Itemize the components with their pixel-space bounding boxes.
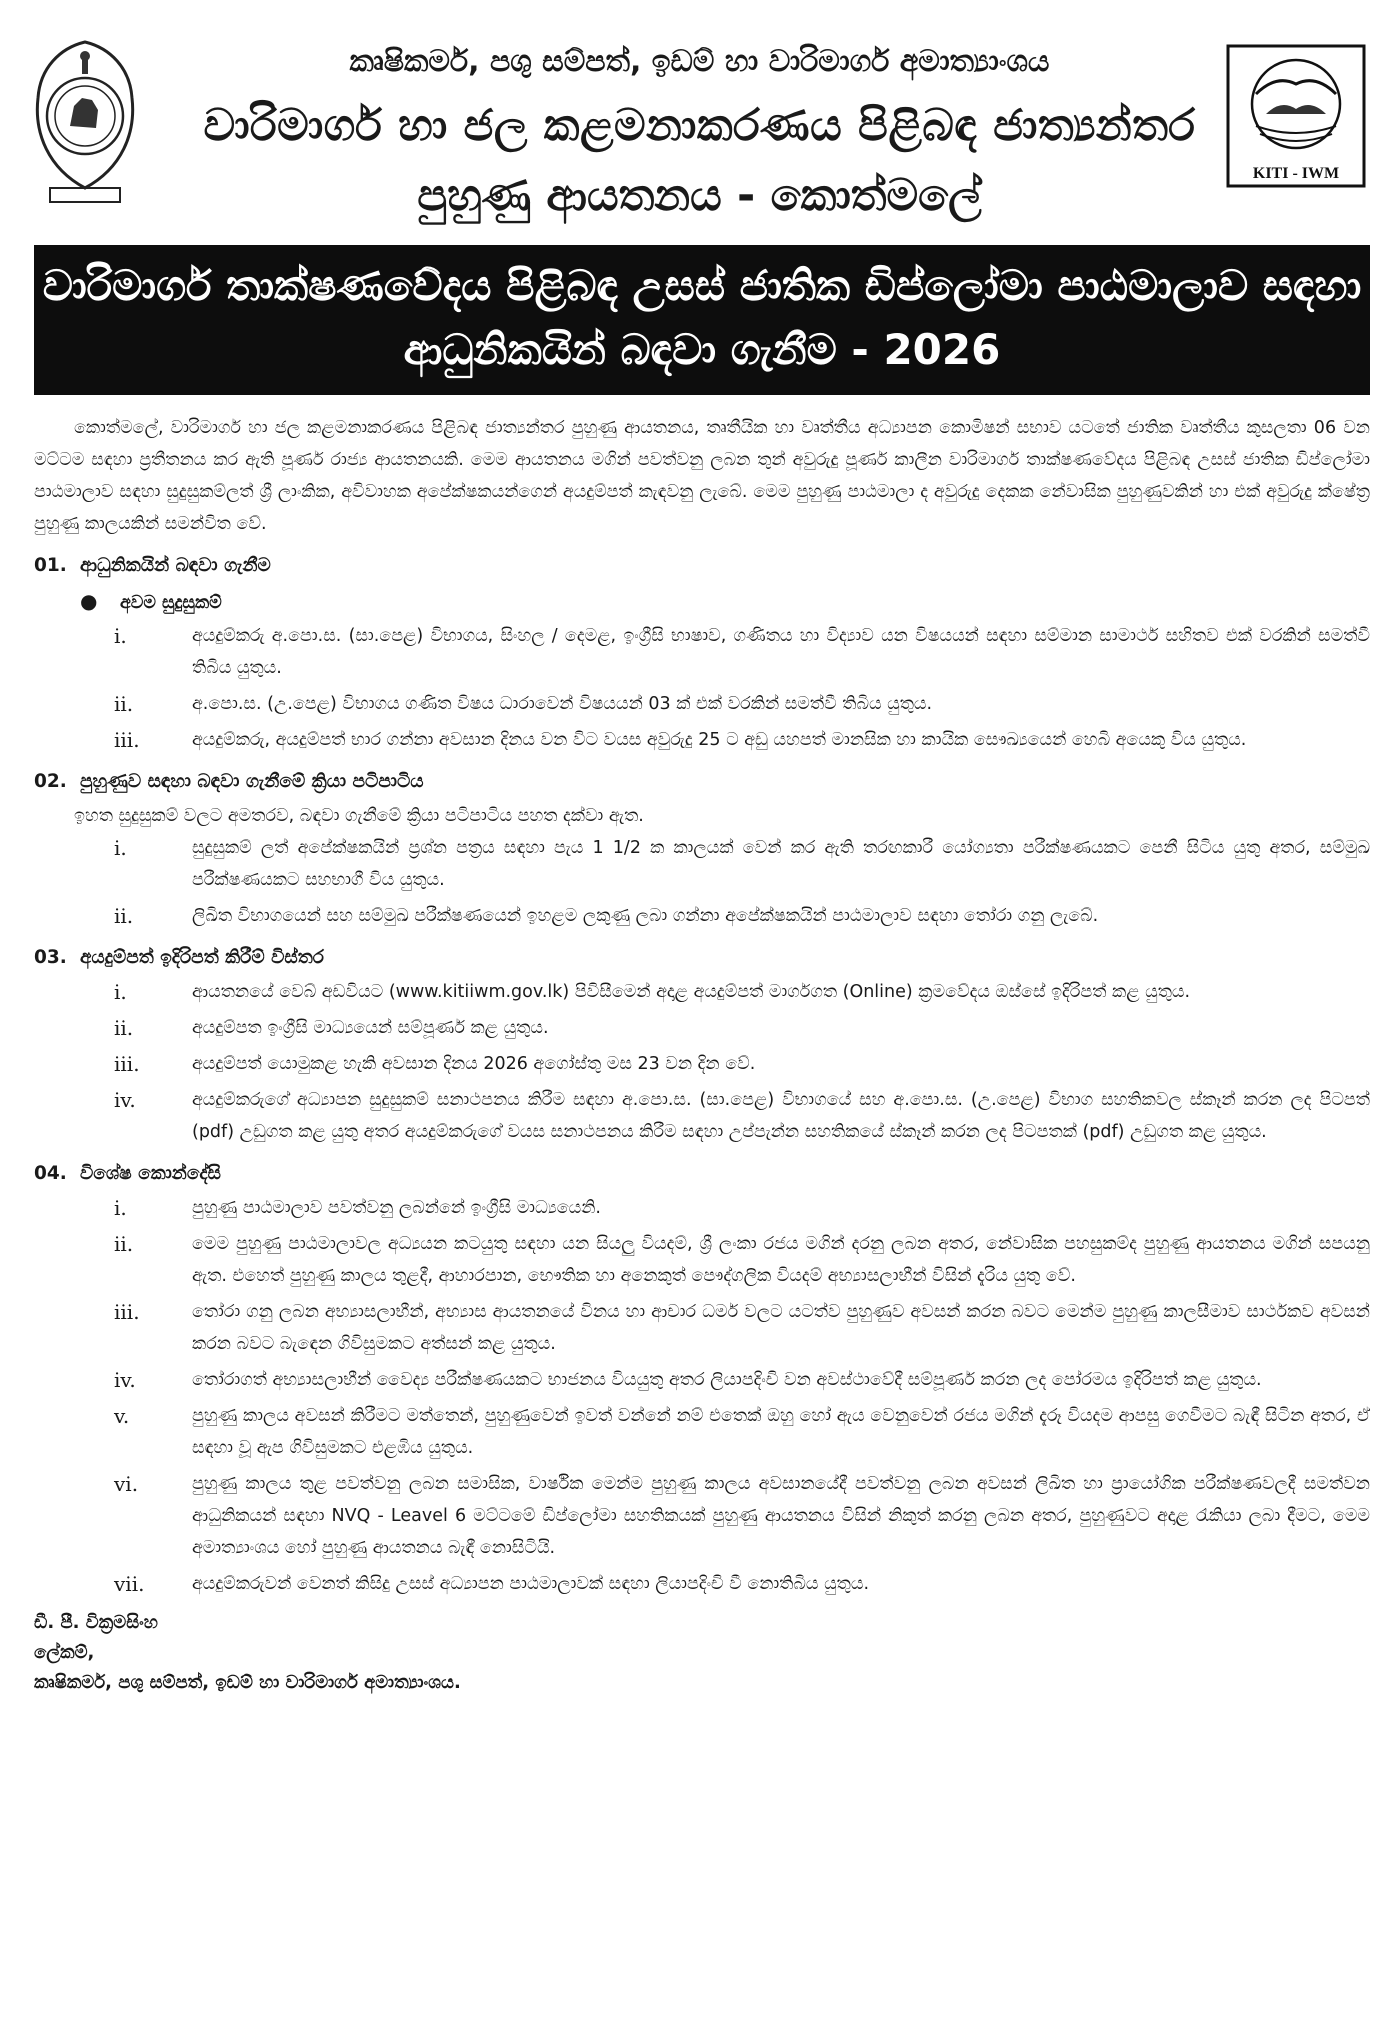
list-item — [114, 900, 1370, 932]
signature-block — [34, 1608, 1370, 1698]
list-item — [114, 1400, 1370, 1464]
section-intro: ඉහත සුදුසුකම් වලට අමතරව, බඳවා ගැනීමේ ක්‍රියා පටිපාටිය පහත දක්වා ඇත. — [74, 806, 644, 826]
bullet-icon: ● — [80, 589, 98, 613]
section-heading — [34, 1156, 1370, 1192]
section-number: 01. — [34, 555, 67, 576]
item-text: අයදුම්කරුවන් වෙනත් කිසිදු උසස් අධ්‍යාපන පාඨමාලාවක් සඳහා ලියාපදිංචි වී නොතිබිය යුතුය. — [192, 1574, 870, 1594]
item-number: i. — [114, 836, 127, 860]
ministry-title: කෘෂිකර්ම, පශු සම්පත්, ඉඩම් හා වාරිමාර්ග අමාත්‍යාංශය — [349, 44, 1050, 79]
list-item — [114, 1568, 1370, 1600]
item-number: ii. — [114, 1232, 134, 1256]
item-text: අයදුම්කරුගේ අධ්‍යාපන සුදුසුකම් සනාථපනය කිරීම සඳහා අ.පො.ස. (සා.පෙළ) විභාගයේ සහ අ.පො.ස. (උ.පෙළ) විභාග සහතිකවල ස්කෑන් කරන ලද පිටපත් (pdf) උඩුගත කළ යුතු අතර අයදුම්කරුගේ වයස සනාථපනය කිරීම සඳහා උප්පැන්න සහතිකයේ ස්කෑන් කරන ලද පිටපතක් (pdf) උඩුගත කළ යුතුය. — [192, 1090, 1370, 1142]
list-item — [114, 1296, 1370, 1360]
item-text: අයදුම්පත ඉංග්‍රීසි මාධ්‍යයෙන් සම්පූර්ණ කළ යුතුය. — [192, 1018, 549, 1038]
item-number: iii. — [114, 728, 140, 752]
section-heading — [34, 940, 1370, 976]
section-title: විශේෂ කොන්දේසි — [80, 1163, 221, 1184]
institute-title-line1: වාරිමාර්ග හා ජල කළමනාකරණය පිළිබඳ ජාත්‍යන්තර — [203, 100, 1196, 151]
item-text: පුහුණු කාලය අවසන් කිරීමට මත්තෙන්, පුහුණුවෙන් ඉවත් වන්නේ නම් එතෙක් ඔහු හෝ ඇය වෙනුවෙන් රජය මගින් දැරූ වියදම ආපසු ගෙවීමට බැඳී සිටින අතර, ඒ සඳහා වූ ඇප ගිවිසුමකට එළඹිය යුතුය. — [192, 1406, 1370, 1458]
item-text: අයදුම්කරු අ.පො.ස. (සා.පෙළ) විභාගය, සිංහල / දෙමළ, ඉංග්‍රීසි භාෂාව, ගණිතය හා විද්‍යාව යන විෂයයන් සඳහා සම්මාන සාමාර්ථ සහිතව එක් වරකින් සමත්වී තිබිය යුතුය. — [192, 626, 1370, 678]
item-text: සුදුසුකම් ලත් අපේක්ෂකයින් ප්‍රශ්න පත්‍රය සඳහා පැය 1 1/2 ක කාලයක් වෙන් කර ඇති තරඟකාරී යෝග්‍යතා පරීක්ෂණයකට පෙනී සිටිය යුතු අතර, සම්මුඛ පරීක්ෂණයකට සහභාගී විය යුතුය. — [192, 838, 1370, 890]
section-number: 02. — [34, 771, 67, 792]
item-number: ii. — [114, 1016, 134, 1040]
item-number: iii. — [114, 1052, 140, 1076]
section-number: 04. — [34, 1163, 67, 1184]
item-number: ii. — [114, 904, 134, 928]
item-text: පුහුණු පාඨමාලාව පවත්වනු ලබන්නේ ඉංග්‍රීසි මාධ්‍යයෙනි. — [192, 1198, 601, 1218]
item-text: තෝරා ගනු ලබන අභ්‍යාසලාභීන්, අභ්‍යාස ආයතනයේ විනය හා ආචාර ධර්ම වලට යටත්ව පුහුණුව අවසන් කරන බවට මෙන්ම පුහුණු කාලසීමාව සාර්ථකව අවසන් කරන බවට බැඳෙන ගිවිසුමකට අත්සන් කළ යුතුය. — [192, 1302, 1370, 1354]
banner-line2: ආධුනිකයින් බඳවා ගැනීම - 2026 — [403, 325, 1001, 374]
list-item — [114, 1468, 1370, 1564]
bullet-title: අවම සුදුසුකම් — [120, 593, 222, 613]
item-text: අ.පො.ස. (උ.පෙළ) විභාගය ගණිත විෂය ධාරාවෙන් විෂයයන් 03 ක් එක් වරකින් සමත්වී තිබිය යුතුය. — [192, 694, 933, 714]
signatory-title: ලේකම්, — [34, 1642, 95, 1663]
section-title: පුහුණුව සඳහා බඳවා ගැනීමේ ක්‍රියා පටිපාටිය — [80, 771, 424, 792]
signatory-organization: කෘෂිකර්ම, පශු සම්පත්, ඉඩම් හා වාරිමාර්ග අමාත්‍යාංශය. — [34, 1672, 461, 1693]
list-item — [114, 976, 1370, 1008]
list-item — [114, 620, 1370, 684]
item-number: iv. — [114, 1088, 136, 1112]
item-text: තෝරාගත් අභ්‍යාසලාභීන් වෛද්‍ය පරීක්ෂණයකට භාජනය වියයුතු අතර ලියාපදිංචි වන අවස්ථාවේදී සම්පූර්ණ කරන ලද පෝරමය ඉදිරිපත් කළ යුතුය. — [192, 1370, 1262, 1390]
item-number: iii. — [114, 1300, 140, 1324]
item-number: vii. — [114, 1572, 145, 1596]
list-item — [114, 1012, 1370, 1044]
section-title: අයදුම්පත් ඉදිරිපත් කිරීම් විස්තර — [80, 947, 324, 968]
item-number: ii. — [114, 692, 134, 716]
list-item — [114, 1048, 1370, 1080]
item-text: අයදුම්පත් යොමුකළ හැකි අවසාන දිනය 2026 අගෝස්තු මස 23 වන දින වේ. — [192, 1054, 756, 1074]
item-number: vi. — [114, 1472, 139, 1496]
item-number: i. — [114, 624, 127, 648]
bullet-heading — [80, 584, 1370, 620]
banner-line1: වාරිමාර්ග තාක්ෂණවේදය පිළිබඳ උසස් ජාතික ඩිප්ලෝමා පාඨමාලාව සඳහා — [42, 261, 1362, 310]
item-number: v. — [114, 1404, 130, 1428]
list-item — [114, 724, 1370, 756]
item-number: i. — [114, 980, 127, 1004]
list-item — [114, 1192, 1370, 1224]
intro-paragraph: කොත්මලේ, වාරිමාර්ග හා ජල කළමනාකරණය පිළිබඳ ජාත්‍යන්තර පුහුණු ආයතනය, තෘතීයික හා වෘත්තීය අධ්‍යාපන කොමිෂන් සභාව යටතේ ජාතික වෘත්තීය කුසලතා 06 වන මට්ටම සඳහා ප්‍රතීතනය කර ඇති පූර්ණ රාජ්‍ය ආයතනයකි. මෙම ආයතනය මගින් පවත්වනු ලබන තුන් අවුරුදු පූර්ණ කාලීන වාරිමාර්ග තාක්ෂණවේදය පිළිබඳ උසස් ජාතික ඩිප්ලෝමා පාඨමාලාව සඳහා සුදුසුකම්ලත් ශ්‍රී ලාංකික, අවිවාහක අපේක්ෂකයන්ගෙන් අයදුම්පත් කැඳවනු ලැබේ. මෙම පුහුණු පාඨමාලා ද අවුරුදු දෙකක නේවාසික පුහුණුවකින් හා එක් අවුරුදු ක්ෂේත්‍ර පුහුණු කාලයකින් සමන්විත වේ. — [34, 418, 1370, 534]
list-item — [114, 1228, 1370, 1292]
item-number: i. — [114, 1196, 127, 1220]
item-text: පුහුණු කාලය තුළ පවත්වනු ලබන සමාසික, වාර්ෂික මෙන්ම පුහුණු කාලය අවසානයේදී පවත්වනු ලබන අවසන් ලිඛිත හා ප්‍රායෝගික පරීක්ෂණවලදී සමත්වන ආධුනිකයන් සඳහා NVQ - Leavel 6 මට්ටමේ ඩිප්ලෝමා සහතිකයක් පුහුණු ආයතනය විසින් නිකුත් කරනු ලබන අතර, පුහුණුවට අදාළ රැකියා ලබා දීමට, මෙම අමාත්‍යාංශය හෝ පුහුණු ආයතනය බැඳී නොසිටියි. — [192, 1474, 1370, 1558]
list-item — [114, 688, 1370, 720]
logo-text: KITI - IWM — [1252, 165, 1340, 182]
section-heading — [34, 764, 1370, 800]
signatory-name: ඩී. පී. වික්‍රමසිංහ — [34, 1612, 158, 1633]
item-number: iv. — [114, 1368, 136, 1392]
item-text: ආයතනයේ වෙබ් අඩවියට (www.kitiiwm.gov.lk) පිවිසීමෙන් අදාළ අයදුම්පත් මාර්ගගත (Online) ක්‍රමවේදය ඔස්සේ ඉදිරිපත් කළ යුතුය. — [192, 982, 1191, 1002]
section-heading — [34, 548, 1370, 584]
notice-banner — [34, 245, 1370, 395]
institute-title-line2: පුහුණු ආයතනය - කොත්මලේ — [417, 170, 982, 221]
list-item — [114, 832, 1370, 896]
list-item — [114, 1364, 1370, 1396]
notice-body — [34, 412, 1370, 1698]
list-item — [114, 1084, 1370, 1148]
section-title: ආධුනිකයින් බඳවා ගැනීම — [80, 555, 271, 576]
item-text: අයදුම්කරු, අයදුම්පත් භාර ගන්නා අවසාන දිනය වන විට වයස අවුරුදු 25 ට අඩු යහපත් මානසික හා කායික සෞඛ්‍යයෙන් හෙබි අයෙකු විය යුතුය. — [192, 730, 1247, 750]
item-text: මෙම පුහුණු පාඨමාලාවල අධ්‍යයන කටයුතු සඳහා යන සියලු වියදම්, ශ්‍රී ලංකා රජය මගින් දරනු ලබන අතර, නේවාසික පහසුකම්ද පුහුණු ආයතනය මගින් සපයනු ඇත. එහෙත් පුහුණු කාලය තුළදී, ආහාරපාන, භෞතික හා අනෙකුත් පෞද්ගලික වියදම් අභ්‍යාසලාභීන් විසින් දැරිය යුතු වේ. — [192, 1234, 1370, 1286]
section-number: 03. — [34, 947, 67, 968]
item-text: ලිඛිත විභාගයෙන් සහ සම්මුඛ පරීක්ෂණයෙන් ඉහළම ලකුණු ලබා ගන්නා අපේක්ෂකයින් පාඨමාලාව සඳහා තෝරා ගනු ලැබේ. — [192, 906, 1099, 926]
